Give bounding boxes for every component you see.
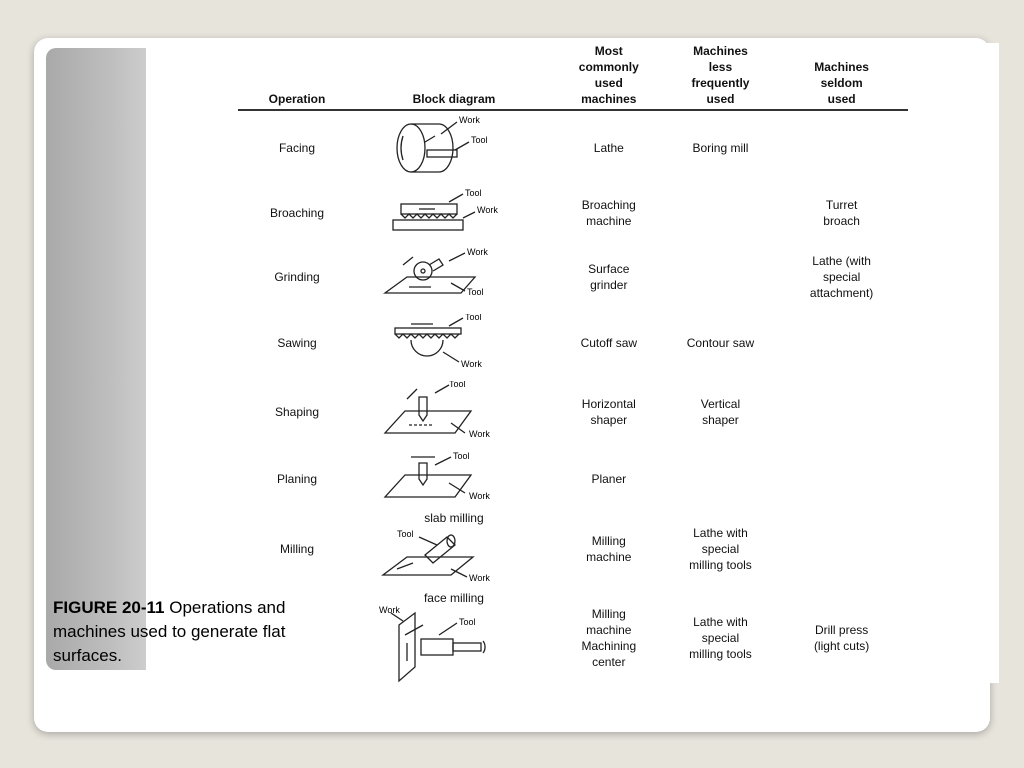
header-block-diagram: Block diagram [356,43,552,110]
planing-diagram-icon [379,451,529,507]
less-frequent-cell [666,242,776,312]
operations-table [238,43,908,686]
block-diagram-face-milling [356,590,552,686]
sidebar-decoration [46,48,158,670]
less-frequent-cell: Lathe with special milling tools [689,526,752,572]
operation-cell: Shaping [274,405,320,419]
tool-label: Tool [464,188,482,198]
block-diagram-broaching [356,184,552,242]
table-row [238,450,908,508]
seldom-cell [775,374,908,450]
figure-number: FIGURE 20-11 [53,598,165,617]
block-diagram-planing [356,450,552,508]
sawing-diagram-icon [379,314,529,372]
tool-label: Tool [396,529,414,539]
header-most-common: Most commonly used machines [552,43,666,110]
tool-label: Tool [470,134,488,145]
table-row [238,242,908,312]
tool-label: Tool [458,617,476,627]
block-diagram-facing [356,110,552,184]
block-diagram-slab-milling [356,508,552,590]
grinding-diagram-icon [379,247,529,307]
table-row [238,590,908,686]
table-row [238,374,908,450]
subtitle-slab-milling: slab milling [424,511,484,525]
most-common-cell: Broaching machine [581,198,636,228]
subtitle-face-milling: face milling [423,591,484,605]
shaping-diagram-icon [379,381,529,443]
seldom-cell: Drill press (light cuts) [813,623,870,653]
block-diagram-shaping [356,374,552,450]
figure-caption-text: Operations and machines used to generate flat surfaces. [53,598,286,665]
header-seldom: Machines seldom used [775,43,908,110]
operation-cell: Broaching [269,206,325,220]
work-label: Work [378,605,400,615]
most-common-cell: Surface grinder [588,262,630,292]
less-frequent-cell: Contour saw [686,336,755,350]
block-diagram-sawing [356,312,552,374]
table-row [238,110,908,184]
most-common-cell: Milling machine Machining center [581,607,637,669]
table-row [238,312,908,374]
work-label: Work [468,573,490,583]
seldom-cell [775,508,908,590]
most-common-cell: Planer [591,472,627,486]
header-operation: Operation [238,43,356,110]
header-less-frequent: Machines less frequently used [666,43,776,110]
most-common-cell: Milling machine [586,534,632,564]
table-row [238,508,908,590]
work-label: Work [460,359,482,369]
seldom-cell [775,110,908,184]
work-label: Work [476,205,498,215]
most-common-cell: Cutoff saw [580,336,638,350]
operation-cell: Sawing [277,336,317,350]
table-row [238,184,908,242]
table-header-row [238,43,908,110]
seldom-cell [775,312,908,374]
less-frequent-cell: Boring mill [692,140,749,155]
less-frequent-cell [666,450,776,508]
face-milling-diagram-icon [379,605,529,685]
operation-cell: Planing [276,472,317,486]
block-diagram-grinding [356,242,552,312]
slab-milling-diagram-icon [379,525,529,587]
work-label: Work [466,247,488,257]
figure-table-image [146,43,999,683]
seldom-cell [775,450,908,508]
tool-label: Tool [448,381,466,389]
less-frequent-cell: Lathe with special milling tools [689,615,752,661]
work-label: Work [468,429,490,439]
seldom-cell: Turret broach [823,198,860,228]
less-frequent-cell [666,184,776,242]
operation-cell: Milling [279,542,314,556]
tool-label: Tool [452,451,470,461]
operation-cell: Grinding [274,270,320,284]
facing-diagram-icon [379,114,529,182]
tool-label: Tool [466,287,484,297]
less-frequent-cell: Vertical shaper [700,397,741,427]
broaching-diagram-icon [379,188,529,238]
figure-caption [53,596,313,668]
most-common-cell: Lathe [593,140,624,155]
operation-cell: Facing [278,140,315,155]
tool-label: Tool [464,314,482,322]
most-common-cell: Horizontal shaper [581,397,636,427]
work-label: Work [468,491,490,501]
seldom-cell: Lathe (with special attachment) [809,254,874,300]
work-label: Work [458,114,480,125]
